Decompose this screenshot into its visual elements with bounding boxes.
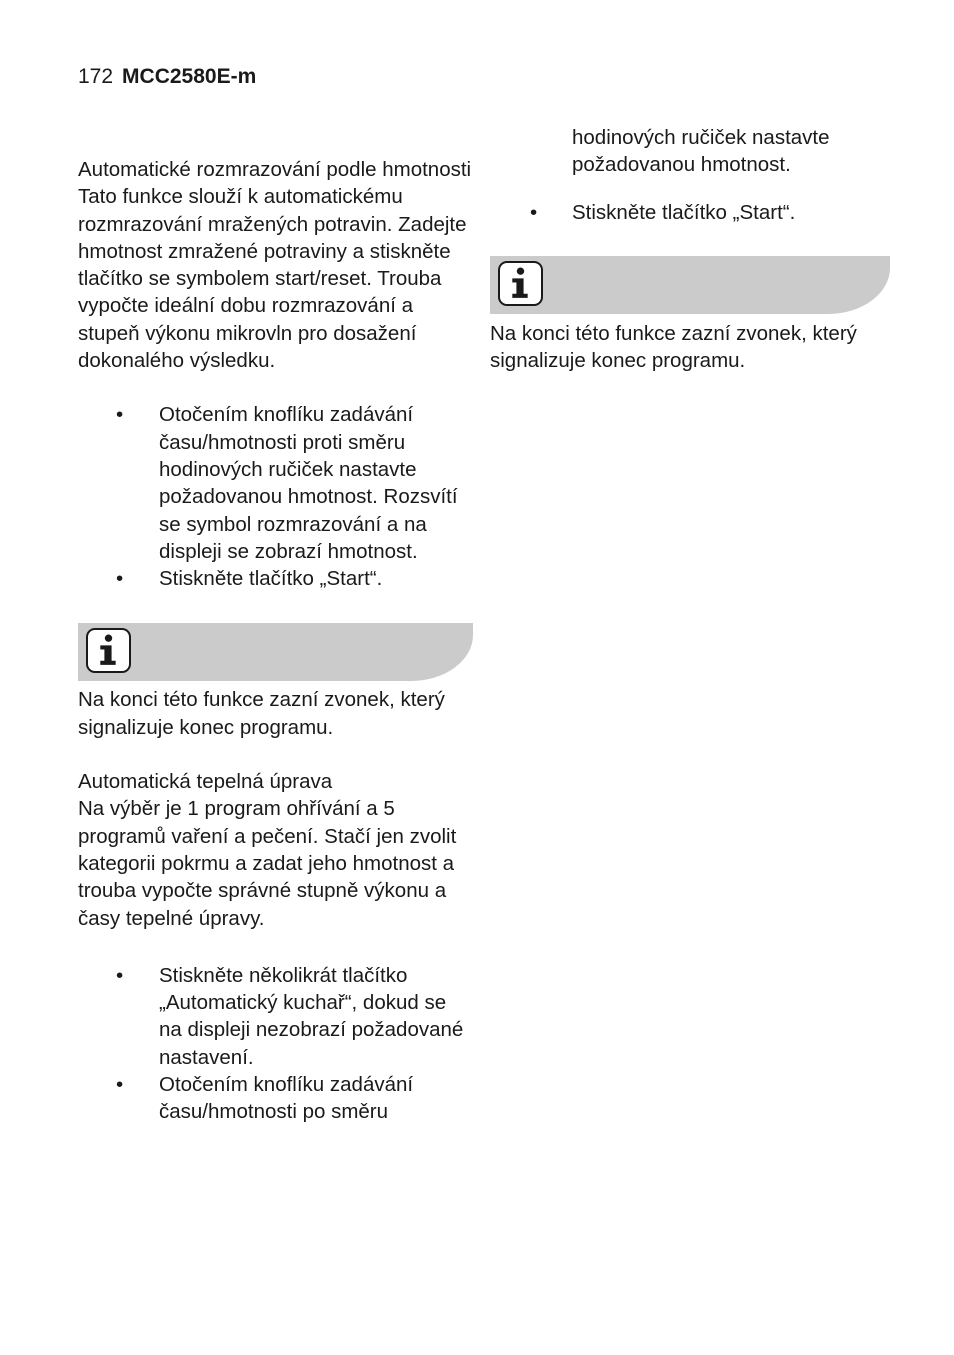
right-column bbox=[490, 103, 890, 374]
page-number: 172 bbox=[78, 65, 114, 88]
info-bar bbox=[490, 256, 890, 314]
continued-text: hodinových ručiček nastavte požadovanou hmotnost. bbox=[572, 125, 830, 176]
section-heading: Automatická tepelná úprava bbox=[78, 770, 333, 794]
section-auto-defrost bbox=[78, 156, 473, 741]
section-paragraph: Na výběr je 1 program ohřívání a 5 programů vaření a pečení. Stačí jen zvolit kategorii pokrmu a zadat jeho hmotnost a trouba vypočte správné stupně výkonu a časy tepelné úpravy. bbox=[78, 797, 457, 930]
list-item: • Stiskněte několikrát tlačítko „Automatický kuchař“, dokud se na displeji nezobrazí požadované nastavení. bbox=[78, 962, 473, 1071]
section-auto-cook bbox=[78, 768, 473, 1126]
page-header bbox=[78, 64, 256, 90]
left-column bbox=[78, 156, 473, 1126]
list-item: • Stiskněte tlačítko „Start“. bbox=[78, 565, 473, 592]
bullet-list bbox=[78, 962, 473, 1126]
info-bar bbox=[78, 623, 473, 681]
info-icon bbox=[498, 261, 543, 306]
note-text: Na konci této funkce zazní zvonek, který signalizuje konec programu. bbox=[78, 688, 445, 739]
bullet-list bbox=[490, 199, 890, 226]
list-item: • Otočením knoflíku zadávání času/hmotnosti proti směru hodinových ručiček nastavte požadovanou hmotnost. Rozsvítí se symbol rozmrazování a na displeji se zobrazí hmotnost. bbox=[78, 401, 473, 565]
note-text: Na konci této funkce zazní zvonek, který signalizuje konec programu. bbox=[490, 321, 857, 373]
model-name: MCC2580E-m bbox=[122, 65, 257, 88]
info-icon bbox=[86, 628, 131, 673]
section-heading: Automatické rozmrazování podle hmotnosti bbox=[78, 158, 472, 181]
list-item: • Otočením knoflíku zadávání času/hmotnosti po směru bbox=[78, 1071, 473, 1126]
bullet-list bbox=[78, 401, 473, 592]
section-paragraph: Tato funkce slouží k automatickému rozmrazování mražených potravin. Zadejte hmotnost zmražené potraviny a stiskněte tlačítko se symbolem start/reset. Trouba vypočte ideální dobu rozmrazování a stupeň výkonu mikrovln pro dosažení dokonalého výsledku. bbox=[78, 185, 467, 373]
list-item: • Stiskněte tlačítko „Start“. bbox=[490, 199, 890, 226]
